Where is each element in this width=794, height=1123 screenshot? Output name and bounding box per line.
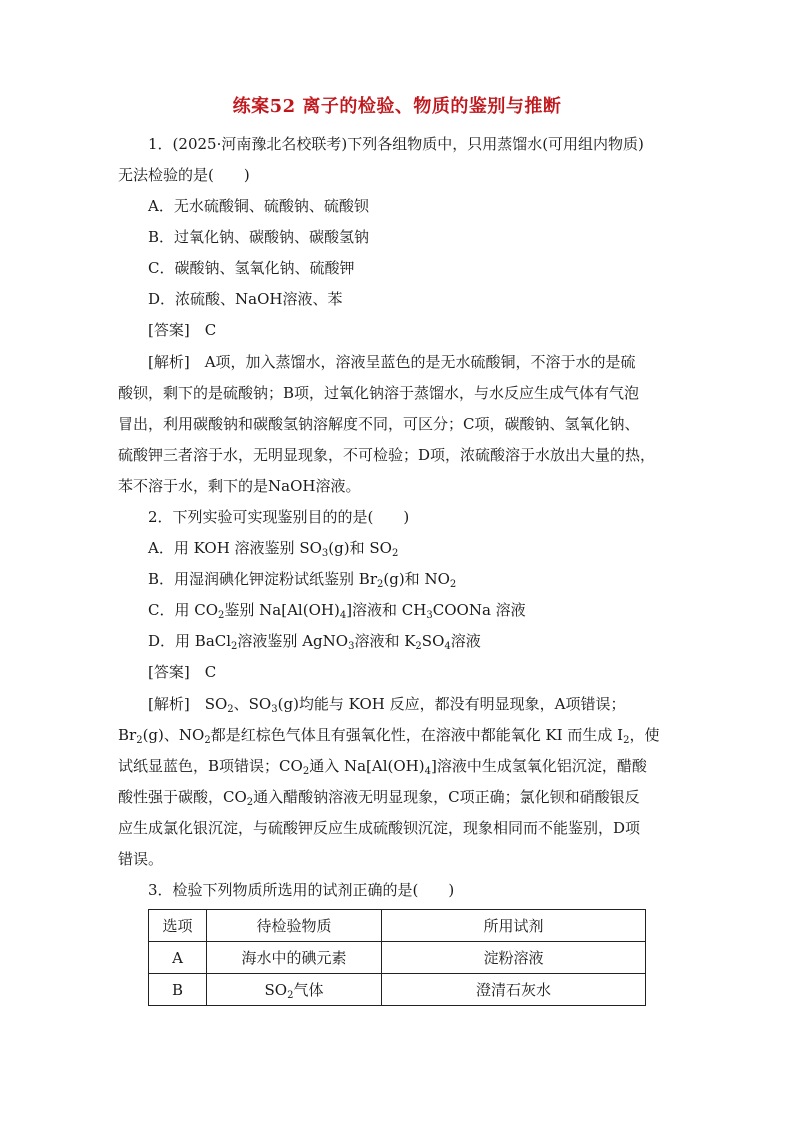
table-cell: 澄清石灰水 [382, 974, 646, 1006]
q1-option-b: B．过氧化钠、碳酸钠、碳酸氢钠 [148, 228, 370, 246]
q1-answer: [答案] C [148, 321, 217, 339]
q2-analysis-line: 错误。 [118, 850, 164, 868]
q2-analysis-line: 应生成氯化银沉淀，与硫酸钾反应生成硫酸钡沉淀，现象相同而不能鉴别，D项 [118, 819, 641, 837]
q1-analysis-line: 硫酸钾三者溶于水，无明显现象，不可检验；D项，浓硫酸溶于水放出大量的热， [118, 446, 656, 464]
table-header-row [149, 910, 646, 942]
q2-analysis-line: 试纸显蓝色，B项错误；$CO_2$通入 $Na[Al(OH)_4]$溶液中生成氢氧化铝沉淀，醋酸 [118, 757, 647, 777]
q2-option-d: D．用 BaCl$_2$溶液鉴别 AgNO$_3$溶液和 $K_2SO_4$溶液 [148, 632, 481, 652]
question-1-stem: 1．(2025·河南豫北名校联考)下列各组物质中，只用蒸馏水(可用组内物质) [148, 135, 644, 153]
table-cell: A [149, 942, 207, 974]
q2-option-a: A．用 KOH 溶液鉴别 $SO_3(g)$和 $SO_2$ [148, 539, 399, 559]
q2-analysis-line: 酸性强于碳酸，$CO_2$通入醋酸钠溶液无明显现象，C项正确；氯化钡和硝酸银反 [118, 788, 640, 808]
question-1-stem-cont: 无法检验的是( ) [118, 166, 250, 184]
table-cell: $SO_2$气体 [207, 974, 382, 1006]
table-header: 待检验物质 [207, 910, 382, 942]
reagent-table [148, 909, 646, 1006]
q1-option-a: A．无水硫酸铜、硫酸钠、硫酸钡 [148, 197, 369, 215]
q2-analysis-line: [解析] $SO_2$、$SO_3(g)$均能与 KOH 反应，都没有明显现象，A项错误； [148, 695, 626, 715]
question-2-stem: 2．下列实验可实现鉴别目的的是( ) [148, 508, 410, 526]
table-cell: 淀粉溶液 [382, 942, 646, 974]
table-cell: 海水中的碘元素 [207, 942, 382, 974]
table-row [149, 942, 646, 974]
q2-option-c: C．用 $CO_2$鉴别 $Na[Al(OH)_4]$溶液和 $CH_3COONa$ 溶液 [148, 601, 526, 621]
question-3-stem: 3．检验下列物质所选用的试剂正确的是( ) [148, 881, 455, 899]
q2-option-b: B．用湿润碘化钾淀粉试纸鉴别 $Br_2(g)$和 $NO_2$ [148, 570, 457, 590]
q1-analysis-line: 冒出，利用碳酸钠和碳酸氢钠溶解度不同，可区分；C项，碳酸钠、氢氧化钠、 [118, 415, 640, 433]
page-title: 练案52 离子的检验、物质的鉴别与推断 [232, 96, 562, 117]
table-header: 选项 [149, 910, 207, 942]
q1-analysis-line: 苯不溶于水，剩下的是NaOH溶液。 [118, 477, 361, 495]
table-row [149, 974, 646, 1006]
q1-analysis-line: 酸钡，剩下的是硫酸钠；B项，过氧化钠溶于蒸馏水，与水反应生成气体有气泡 [118, 384, 640, 402]
table-cell: B [149, 974, 207, 1006]
q2-answer: [答案] C [148, 663, 217, 681]
table-header: 所用试剂 [382, 910, 646, 942]
q1-option-d: D．浓硫酸、NaOH溶液、苯 [148, 290, 343, 308]
q2-analysis-line: $Br_2(g)$、$NO_2$都是红棕色气体且有强氧化性，在溶液中都能氧化 KI 而生成 $I_2$，使 [118, 726, 660, 746]
q1-option-c: C．碳酸钠、氢氧化钠、硫酸钾 [148, 259, 355, 277]
q1-analysis-line: [解析] A项，加入蒸馏水，溶液呈蓝色的是无水硫酸铜，不溶于水的是硫 [148, 353, 636, 371]
